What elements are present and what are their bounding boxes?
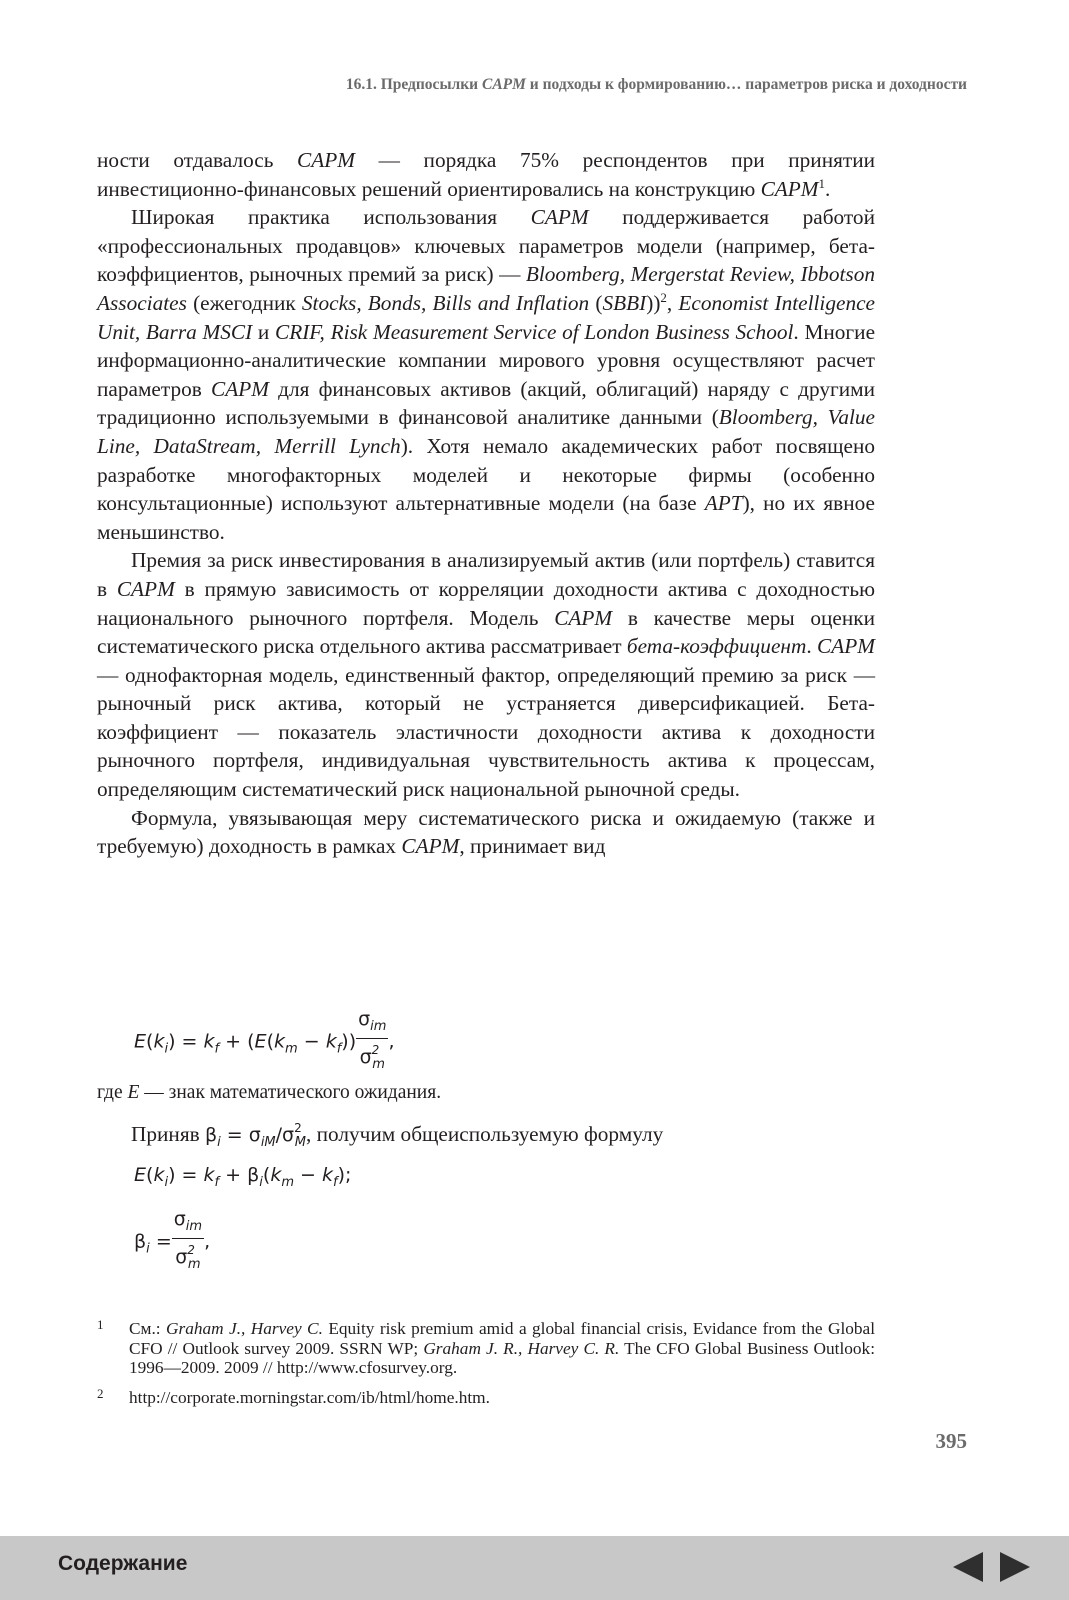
beta-fraction: $\frac{\sigma_{im}}{\sigma^2_m}$	[172, 1208, 204, 1276]
paragraph-4: Формула, увязывающая меру систематического риска и ожидаемую (также и требуемую) доходность в рамках CAPM, принимает вид	[97, 805, 875, 859]
accept-line: Приняв $\beta_i = \sigma_{iM}/\sigma^2_M$, получим общеиспользуемую формулу	[131, 1121, 664, 1150]
bottom-nav-bar	[0, 1536, 1069, 1600]
where-explanation: где E — знак математического ожидания.	[97, 1082, 442, 1103]
body-text	[97, 146, 875, 861]
page-number: 395	[935, 1429, 967, 1453]
formula-capm-beta: $E(k_i) = k_f + \beta_i(k_m - k_f)$;	[134, 1164, 352, 1190]
footnote-2-link[interactable]: http://corporate.morningstar.com/ib/html/home.htm.	[129, 1387, 490, 1407]
running-head-text-2: и подходы к формированию… параметров риска и доходности	[525, 76, 967, 93]
contents-button[interactable]: Содержание	[58, 1552, 188, 1575]
footnote-2: 2 http://corporate.morningstar.com/ib/html/home.htm.	[97, 1385, 490, 1407]
paragraph-1: ности отдавалось CAPM — порядка 75% респондентов при принятии инвестиционно-финансовых решений ориентировались на конструкцию CAPM$^1$.	[97, 148, 875, 201]
formula-fraction: $\frac{\sigma_{im}}{\sigma^2_m}$	[356, 1008, 388, 1076]
paragraph-3: Премия за риск инвестирования в анализируемый актив (или портфель) ставится в CAPM в прямую зависимость от корреляции доходности актива с доходностью национального рыночного портфеля. Модель CAPM в качестве меры оценки систематического риска отдельного актива рассматривает бета-коэффициент. CAPM — однофакторная модель, единственный фактор, определяющий премию за риск — рыночный риск актива, который не устраняется диверсификацией. Бета-коэффициент — показатель эластичности доходности актива к доходности рыночного портфеля, индивидуальная чувствительность актива к процессам, определяющим систематический риск национальной рыночной среды.	[97, 548, 876, 802]
footnote-1: 1 См.: Graham J., Harvey C. Equity risk premium amid a global financial crisis, Evidance from the Global CFO // Outlook survey 2009. SSRN WP; Graham J. R., Harvey C. R. The CFO Global Business Outlook: 1996—2009. 2009 // http://www.cfosurvey.org.	[97, 1317, 876, 1377]
footnotes	[97, 1319, 875, 1417]
running-head-text: 16.1. Предпосылки	[345, 76, 482, 93]
footnote-ref-2[interactable]: 2	[660, 289, 667, 305]
running-head-capm: CAPM	[481, 76, 526, 93]
triangle-right-icon[interactable]	[1000, 1552, 1030, 1582]
paragraph-2: Широкая практика использования CAPM поддерживается работой «профессиональных продавцов» ключевых параметров модели (например, бета-коэффициентов, рыночных премий за риск) — Bloomberg, Mergerstat Review, Ibbotson Associates (ежегодник Stocks, Bonds, Bills and Inflation (SBBI))$^2$, Economist Intelligence Unit, Barra MSCI и CRIF, Risk Measurement Service of London Business School. Многие информационно-аналитические компании мирового уровня осуществляют расчет параметров CAPM для финансовых активов (акций, облигаций) наряду с другими традиционно используемыми в финансовой аналитике данными (Bloomberg, Value Line, DataStream, Merrill Lynch). Хотя немало академических работ посвящено разработке многофакторных моделей и некоторые фирмы (особенно консультационные) используют альтернативные модели (на базе APT), но их явное меньшинство.	[97, 205, 876, 544]
footnote-ref-1[interactable]: 1	[818, 175, 826, 191]
formula-beta-definition: $\beta_i$ = $\frac{\sigma_{im}}{\sigma^2_m}$ ,	[134, 1208, 210, 1276]
formula-capm: $E(k_i) = k_f + (E(k_m - k_f))$ $\frac{\sigma_{im}}{\sigma^2_m}$ ,	[134, 1008, 394, 1076]
triangle-left-icon[interactable]	[953, 1552, 983, 1582]
running-head	[150, 76, 967, 94]
